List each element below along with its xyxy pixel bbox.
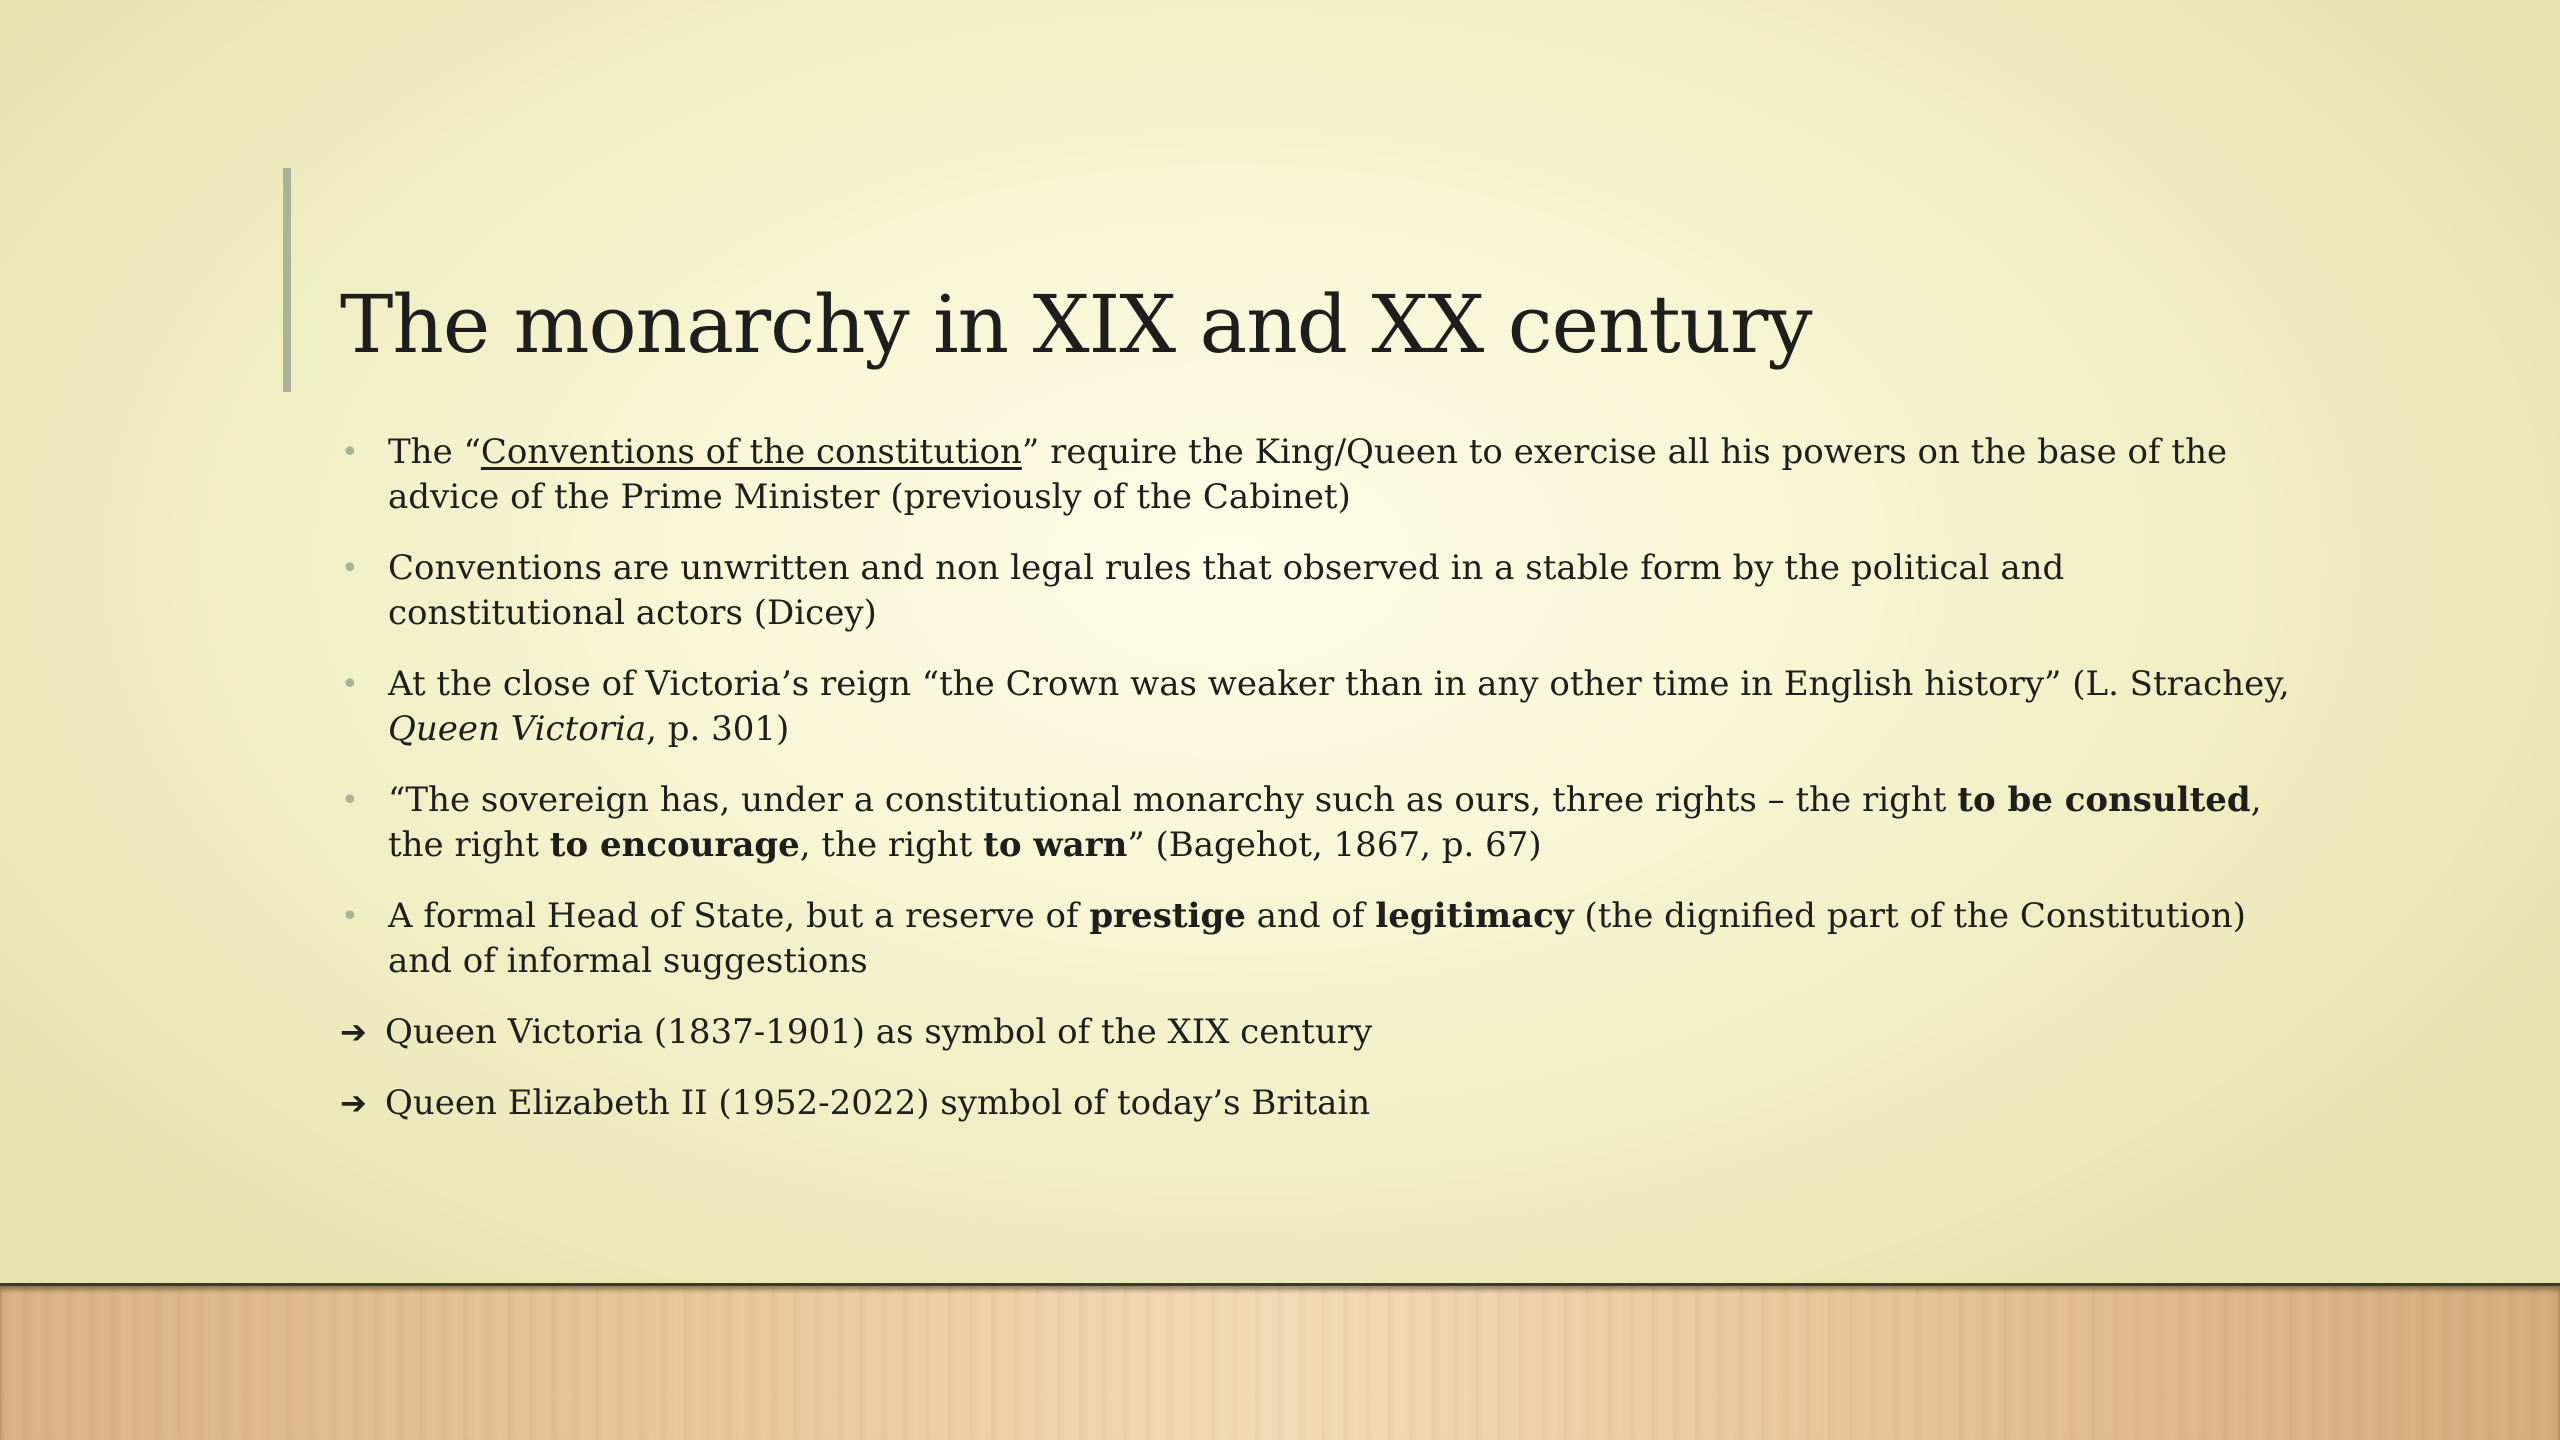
text-run: ” require the King/Queen to exercise all his powers on the base of the advice of the Prime Minister (previously of the Cabinet) bbox=[388, 432, 2228, 517]
bullet-text bbox=[388, 432, 2227, 517]
text-run: , p. 301) bbox=[646, 709, 790, 749]
bullet-dot-icon: • bbox=[341, 551, 359, 586]
bullet-dot-icon: • bbox=[341, 435, 359, 470]
arrow-item-text: Queen Elizabeth II (1952-2022) symbol of today’s Britain bbox=[385, 1083, 1371, 1123]
bullet-item bbox=[340, 546, 2300, 636]
bold-term: legitimacy bbox=[1375, 896, 1574, 936]
right-arrow-icon: ➔ bbox=[340, 1013, 367, 1051]
arrow-item bbox=[340, 1010, 2300, 1055]
text-run: A formal Head of State, but a reserve of bbox=[388, 896, 1090, 936]
slide-content bbox=[340, 430, 2300, 1152]
bullet-item bbox=[340, 894, 2300, 984]
text-run: The “ bbox=[388, 432, 481, 472]
text-run: Conventions are unwritten and non legal rules that observed in a stable form by the political and constitutional actors (Dicey) bbox=[388, 548, 2065, 633]
bold-term: to be consulted bbox=[1957, 780, 2251, 820]
text-run: and of bbox=[1245, 896, 1376, 936]
slide-title: The monarchy in XIX and XX century bbox=[340, 278, 1812, 371]
text-run: ” (Bagehot, 1867, p. 67) bbox=[1127, 825, 1542, 865]
bullet-text bbox=[388, 896, 2246, 981]
wooden-floor bbox=[0, 1286, 2560, 1440]
bullet-text bbox=[388, 664, 2290, 749]
title-accent-bar bbox=[283, 168, 291, 392]
text-run: (the dignified part of the Constitution) and of informal suggestions bbox=[388, 896, 2246, 981]
bold-term: to warn bbox=[983, 825, 1128, 865]
bullet-item bbox=[340, 778, 2300, 868]
bullet-item bbox=[340, 662, 2300, 752]
underlined-term: Conventions of the constitution bbox=[480, 432, 1022, 472]
bullet-text bbox=[388, 780, 2262, 865]
bullet-dot-icon: • bbox=[341, 667, 359, 702]
text-run: “The sovereign has, under a constitutional monarchy such as ours, three rights – the right bbox=[388, 780, 1958, 820]
text-run: , the right bbox=[388, 780, 2262, 865]
bold-term: to encourage bbox=[549, 825, 800, 865]
bullet-list bbox=[340, 430, 2300, 984]
bullet-dot-icon: • bbox=[341, 899, 359, 934]
text-run: , the right bbox=[799, 825, 984, 865]
arrow-item-text: Queen Victoria (1837-1901) as symbol of the XIX century bbox=[385, 1012, 1373, 1052]
bold-term: prestige bbox=[1089, 896, 1246, 936]
italic-title: Queen Victoria bbox=[388, 709, 647, 749]
text-run: At the close of Victoria’s reign “the Crown was weaker than in any other time in English history” (L. Strachey, bbox=[388, 664, 2290, 704]
arrow-list bbox=[340, 1010, 2300, 1126]
bullet-text bbox=[388, 548, 2064, 633]
right-arrow-icon: ➔ bbox=[340, 1084, 367, 1122]
arrow-item bbox=[340, 1081, 2300, 1126]
bullet-item bbox=[340, 430, 2300, 520]
bullet-dot-icon: • bbox=[341, 783, 359, 818]
